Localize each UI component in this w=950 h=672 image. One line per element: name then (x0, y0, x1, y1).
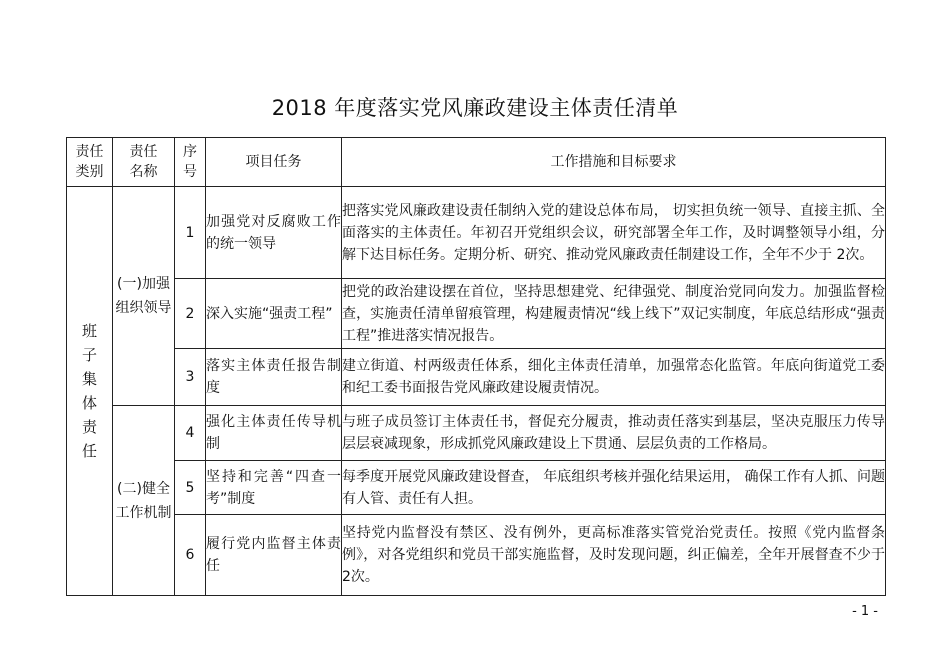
group-cell-2 (113, 406, 175, 596)
table-header-row (67, 138, 886, 187)
header-name-label: 责任名称 (129, 144, 158, 180)
header-category (67, 138, 113, 187)
header-name (113, 138, 175, 187)
category-cell (67, 187, 113, 596)
task-cell: 深入实施“强责工程” (206, 279, 342, 349)
header-requirement: 工作措施和目标要求 (342, 138, 886, 187)
responsibility-table (66, 137, 886, 596)
header-seq-label: 序号 (183, 144, 197, 180)
group-cell-1 (113, 187, 175, 406)
task-cell: 履行党内监督主体责任 (206, 515, 342, 596)
header-task: 项目任务 (206, 138, 342, 187)
task-cell: 加强党对反腐败工作的统一领导 (206, 187, 342, 279)
requirement-cell: 把落实党风廉政建设责任制纳入党的建设总体布局， 切实担负统一领导、直接主抓、全面落实的主体责任。年初召开党组织会议，研究部署全年工作，及时调整领导小组，分解下达目标任务。定期分析、研究、推动党风廉政责任制建设工作，全年不少于 2次。 (342, 187, 886, 279)
page-number: - 1 - (852, 604, 878, 619)
seq-cell: 6 (175, 515, 206, 596)
requirement-cell: 坚持党内监督没有禁区、没有例外，更高标准落实管党治党责任。按照《党内监督条例》，对各党组织和党员干部实施监督，及时发现问题，纠正偏差，全年开展督查不少于 2次。 (342, 515, 886, 596)
table-row (67, 349, 886, 406)
requirement-cell: 与班子成员签订主体责任书，督促充分履责，推动责任落实到基层，坚决克服压力传导层层衰减现象，形成抓党风廉政建设上下贯通、层层负责的工作格局。 (342, 406, 886, 461)
table-row (67, 515, 886, 596)
table-row (67, 187, 886, 279)
requirement-cell: 每季度开展党风廉政建设督查， 年底组织考核并强化结果运用， 确保工作有人抓、问题有人管、责任有人担。 (342, 461, 886, 515)
task-cell: 落实主体责任报告制度 (206, 349, 342, 406)
category-label: 班子集体责任 (81, 322, 97, 460)
header-category-label: 责任类别 (75, 144, 104, 180)
requirement-cell: 建立街道、村两级责任体系，细化主体责任清单，加强常态化监管。年底向街道党工委和纪工委书面报告党风廉政建设履责情况。 (342, 349, 886, 406)
seq-cell: 4 (175, 406, 206, 461)
table-row (67, 461, 886, 515)
seq-cell: 2 (175, 279, 206, 349)
seq-cell: 1 (175, 187, 206, 279)
task-cell: 坚持和完善“四查一考”制度 (206, 461, 342, 515)
table-row (67, 406, 886, 461)
group-label-1: (一)加强组织领导 (115, 276, 172, 316)
seq-cell: 3 (175, 349, 206, 406)
requirement-cell: 把党的政治建设摆在首位，坚持思想建党、纪律强党、制度治党同向发力。加强监督检查，实施责任清单留痕管理，构建履责情况“线上线下”双记实制度，年底总结形成“强责工程”推进落实情况报告。 (342, 279, 886, 349)
table-row (67, 279, 886, 349)
group-label-2: (二)健全工作机制 (115, 480, 172, 521)
document-title: 2018 年度落实党风廉政建设主体责任清单 (271, 96, 679, 120)
header-seq (175, 138, 206, 187)
seq-cell: 5 (175, 461, 206, 515)
task-cell: 强化主体责任传导机制 (206, 406, 342, 461)
